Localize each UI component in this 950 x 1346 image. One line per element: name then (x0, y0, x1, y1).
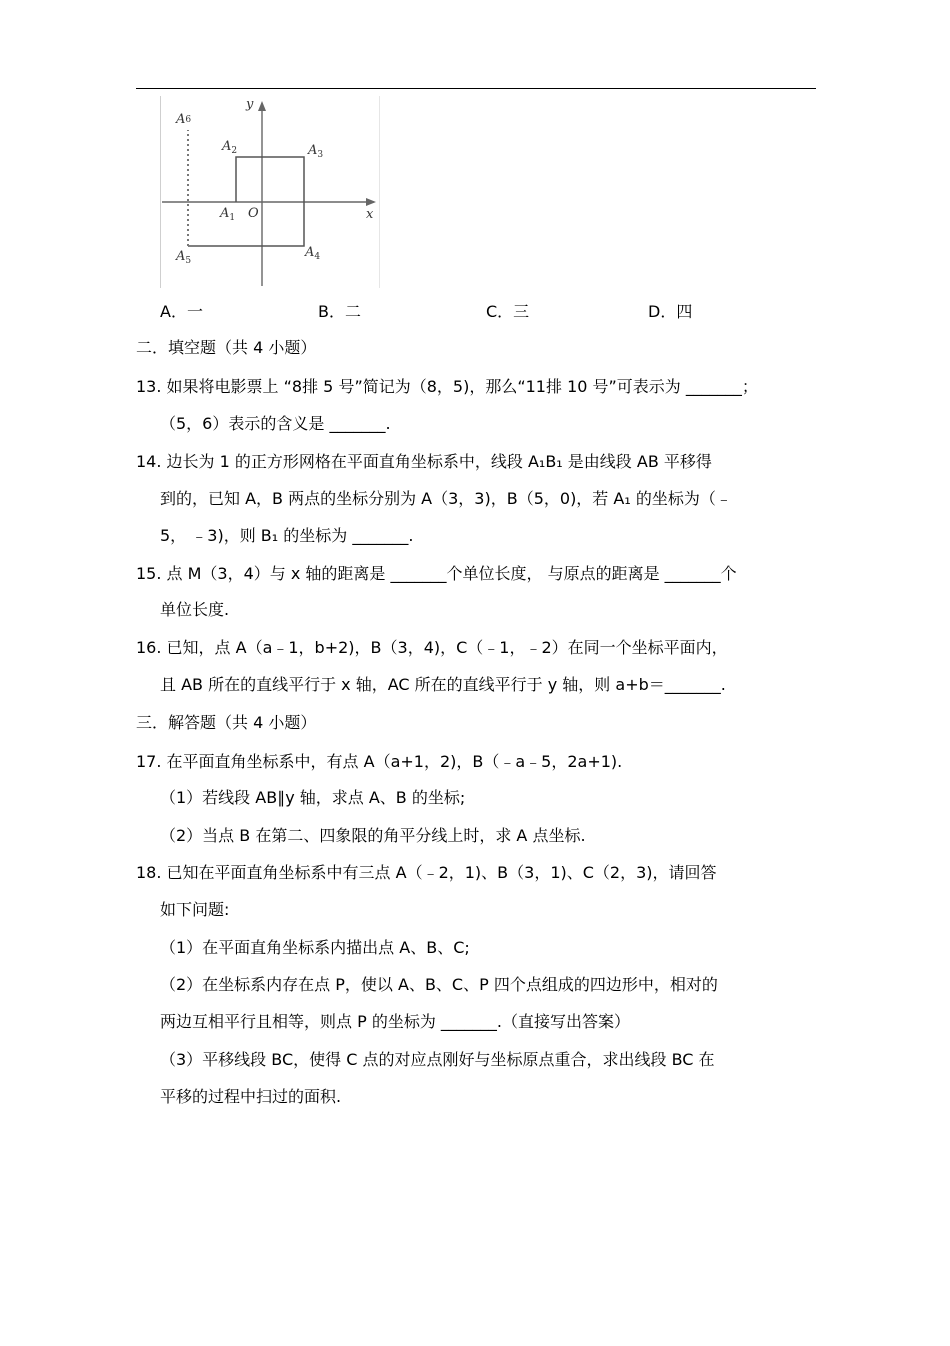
question-16-line-1: 16. 已知，点 A（a﹣1，b+2)，B（3，4)，C（﹣1，﹣2）在同一个坐标平面内， (136, 638, 728, 657)
question-17-line-1: 17. 在平面直角坐标系中，有点 A（a+1，2)，B（﹣a﹣5，2a+1). (136, 752, 623, 771)
question-18-part-2-line-1: （2）在坐标系内存在点 P，使以 A、B、C、P 四个点组成的四边形中，相对的 (160, 975, 718, 994)
option-a: A．一 (160, 302, 203, 321)
question-18-line-2: 如下问题: (160, 900, 230, 919)
question-14-line-1: 14. 边长为 1 的正方形网格在平面直角坐标系中，线段 A₁B₁ 是由线段 AB 平移得 (136, 452, 712, 471)
option-d: D．四 (648, 302, 693, 321)
point-a6-label: A6 (176, 112, 192, 127)
x-axis-arrow-icon (366, 198, 376, 206)
section-answer-heading: 三．解答题（共 4 小题） (136, 713, 317, 732)
question-18-part-2-line-2: 两边互相平行且相等，则点 P 的坐标为 _______.（直接写出答案） (160, 1012, 630, 1031)
question-18-part-1: （1）在平面直角坐标系内描出点 A、B、C; (160, 938, 470, 957)
question-18-line-1: 18. 已知在平面直角坐标系中有三点 A（﹣2，1)、B（3，1)、C（2，3)，请回答 (136, 863, 717, 882)
point-a1-label: $A_1$ (220, 206, 236, 223)
origin-label: O (248, 206, 259, 221)
x-axis-label: x (366, 207, 374, 222)
option-b: B．二 (318, 302, 361, 321)
coordinate-diagram (160, 96, 380, 288)
question-17-part-2: （2）当点 B 在第二、四象限的角平分线上时，求 A 点坐标. (160, 826, 586, 845)
coordinate-figure (160, 96, 380, 288)
question-15-line-2: 单位长度. (160, 600, 230, 619)
question-13-line-1: 13. 如果将电影票上 “8排 5 号”简记为（8，5)，那么“11排 10 号”可表示为 _______； (136, 377, 758, 396)
point-a5-label: $A_5$ (176, 249, 192, 266)
point-a3-label: $A_3$ (308, 143, 324, 160)
section-fill-heading: 二．填空题（共 4 小题） (136, 338, 317, 357)
question-15-line-1: 15. 点 M（3，4）与 x 轴的距离是 _______个单位长度， 与原点的距离是 _______个 (136, 564, 737, 583)
y-axis-label: y (246, 97, 254, 112)
question-18-part-3-line-1: （3）平移线段 BC，使得 C 点的对应点刚好与坐标原点重合，求出线段 BC 在 (160, 1050, 715, 1069)
option-c: C．三 (486, 302, 530, 321)
question-14-line-2: 到的，已知 A，B 两点的坐标分别为 A（3，3)，B（5，0)，若 A₁ 的坐标为（﹣ (160, 489, 732, 508)
point-a2-label: $A_2$ (222, 139, 238, 156)
question-14-line-3: 5， ﹣3)，则 B₁ 的坐标为 _______. (160, 526, 414, 545)
question-13-line-2: （5，6）表示的含义是 _______. (160, 414, 391, 433)
y-axis-arrow-icon (258, 101, 266, 111)
question-18-part-3-line-2: 平移的过程中扫过的面积. (160, 1087, 342, 1106)
question-16-line-2: 且 AB 所在的直线平行于 x 轴，AC 所在的直线平行于 y 轴，则 a+b＝_______. (160, 675, 726, 694)
header-rule (136, 88, 816, 89)
question-17-part-1: （1）若线段 AB∥y 轴，求点 A、B 的坐标; (160, 788, 466, 807)
point-a4-label: $A_4$ (305, 245, 321, 262)
